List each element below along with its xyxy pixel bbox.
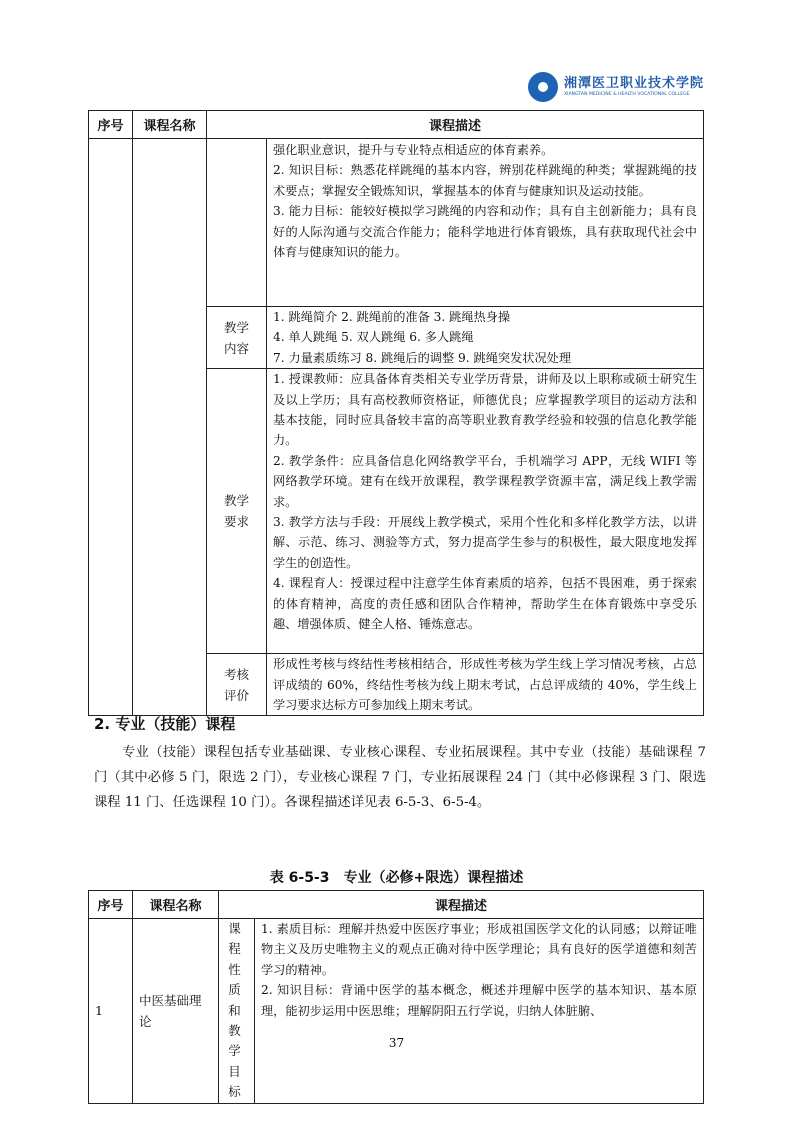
label-text: 内容 (223, 340, 249, 356)
table-row-goals (89, 139, 704, 307)
label-text: 要求 (223, 514, 249, 530)
section-heading: 2. 专业（技能）课程 (94, 715, 236, 733)
header-course-description: 课程描述 (219, 891, 704, 919)
section-paragraph: 专业（技能）课程包括专业基础课、专业核心课程、专业拓展课程。其中专业（技能）基础课程 7 门（其中必修 5 门，限选 2 门），专业核心课程 7 门，专业拓展课程 24 门（其中必修课程 3 门、限选课程 11 门、任选课程 10 门）。各课程描述详见表 6-5-3、6-5-4。 (94, 745, 706, 811)
content-line: 1. 跳绳简介 2. 跳绳前的准备 3. 跳绳热身操 (273, 310, 511, 324)
label-text: 考核 (223, 666, 249, 682)
logo-chinese-name: 湘潭医卫职业技术学院 (564, 75, 705, 91)
table-header-row (89, 891, 704, 919)
assessment-label-cell (207, 654, 267, 716)
requirement-line: 3. 教学方法与手段：开展线上教学模式，采用个性化和多样化教学方法，以讲解、示范、练习、测验等方式，努力提高学生参与的积极性，最大限度地发挥学生的创造性。 (273, 515, 697, 570)
label-text: 教学 (223, 319, 249, 335)
index-cell (89, 139, 133, 716)
goal-text-cell (267, 139, 704, 307)
content-label-cell (207, 307, 267, 369)
goal-line: 1. 素质目标：理解并热爱中医医疗事业；形成祖国医学文化的认同感；以辩证唯物主义及历史唯物主义的观点正确对待中医学理论；具有良好的医学道德和刻苦学习的精神。 (261, 922, 697, 977)
header-course-name: 课程名称 (133, 891, 219, 919)
requirement-line: 1. 授课教师：应具备体育类相关专业学历背景，讲师及以上职称或硕士研究生及以上学历；具有高校教师资格证，师德优良；应掌握教学项目的运动方法和基本技能，同时应具备较丰富的高等职业教育教学经验和较强的信息化教学能力。 (273, 372, 697, 448)
college-logo (528, 70, 738, 104)
requirement-label-cell (207, 369, 267, 654)
header-index: 序号 (89, 891, 133, 919)
table-header-row (89, 111, 704, 139)
goal-label-cell (207, 139, 267, 307)
content-line: 7. 力量素质练习 8. 跳绳后的调整 9. 跳绳突发状况处理 (273, 350, 572, 365)
goal-line: 2. 知识目标：熟悉花样跳绳的基本内容，辨别花样跳绳的种类；掌握跳绳的技术要点；掌握安全锻炼知识，掌握基本的体育与健康知识及运动技能。 (273, 163, 697, 198)
logo-english-name: XIANGTAN MEDICINE & HEALTH VOCATIONAL COLLEGE (564, 91, 690, 97)
requirement-line: 4. 课程育人：授课过程中注意学生体育素质的培养，包括不畏困难，勇于探索的体育精神，高度的责任感和团队合作精神，帮助学生在体育锻炼中享受乐趣、增强体质、健全人格、锤炼意志。 (273, 576, 697, 632)
table-row (89, 919, 704, 1104)
label-text: 评价 (223, 687, 249, 703)
course-name-cell: 中医基础理论 (133, 919, 219, 1104)
course-name-cell (133, 139, 207, 716)
goal-text-cell (255, 919, 704, 1104)
table-caption: 表 6-5-3 专业（必修+限选）课程描述 (269, 870, 524, 886)
requirement-text-cell (267, 369, 704, 654)
goal-line: 2. 知识目标：背诵中医学的基本概念，概述并理解中医学的基本知识、基本原理，能初步运用中医思维；理解阴阳五行学说，归纳人体脏腑、 (261, 983, 697, 1018)
header-course-description: 课程描述 (207, 111, 704, 139)
professional-course-table (88, 890, 704, 1104)
content-line: 4. 单人跳绳 5. 双人跳绳 6. 多人跳绳 (273, 330, 474, 345)
assessment-text-cell: 形成性考核与终结性考核相结合，形成性考核为学生线上学习情况考核，占总评成绩的 60%，终结性考核为线上期末考试，占总评成绩的 40%，学生线上学习要求达标方可参加线上期末考试。 (267, 654, 704, 716)
index-cell: 1 (89, 919, 133, 1104)
label-text: 教学 (223, 493, 249, 509)
course-description-table-continued (88, 110, 704, 716)
goal-label-cell: 课程性质和教学目标 (219, 919, 255, 1104)
college-seal-icon (528, 72, 558, 102)
header-course-name: 课程名称 (133, 111, 207, 139)
goal-line: 强化职业意识，提升与专业特点相适应的体育素养。 (273, 143, 554, 157)
goal-line: 3. 能力目标：能较好模拟学习跳绳的内容和动作；具有自主创新能力；具有良好的人际沟通与交流合作能力；能科学地进行体育锻炼，具有获取现代社会中体育与健康知识的能力。 (273, 204, 697, 260)
page-number: 37 (388, 1036, 405, 1050)
header-index: 序号 (89, 111, 133, 139)
requirement-line: 2. 教学条件：应具备信息化网络教学平台，手机端学习 APP，无线 WIFI 等网络教学环境。建有在线开放课程，教学课程教学资源丰富，满足线上教学需求。 (273, 453, 697, 509)
content-text-cell (267, 307, 704, 369)
